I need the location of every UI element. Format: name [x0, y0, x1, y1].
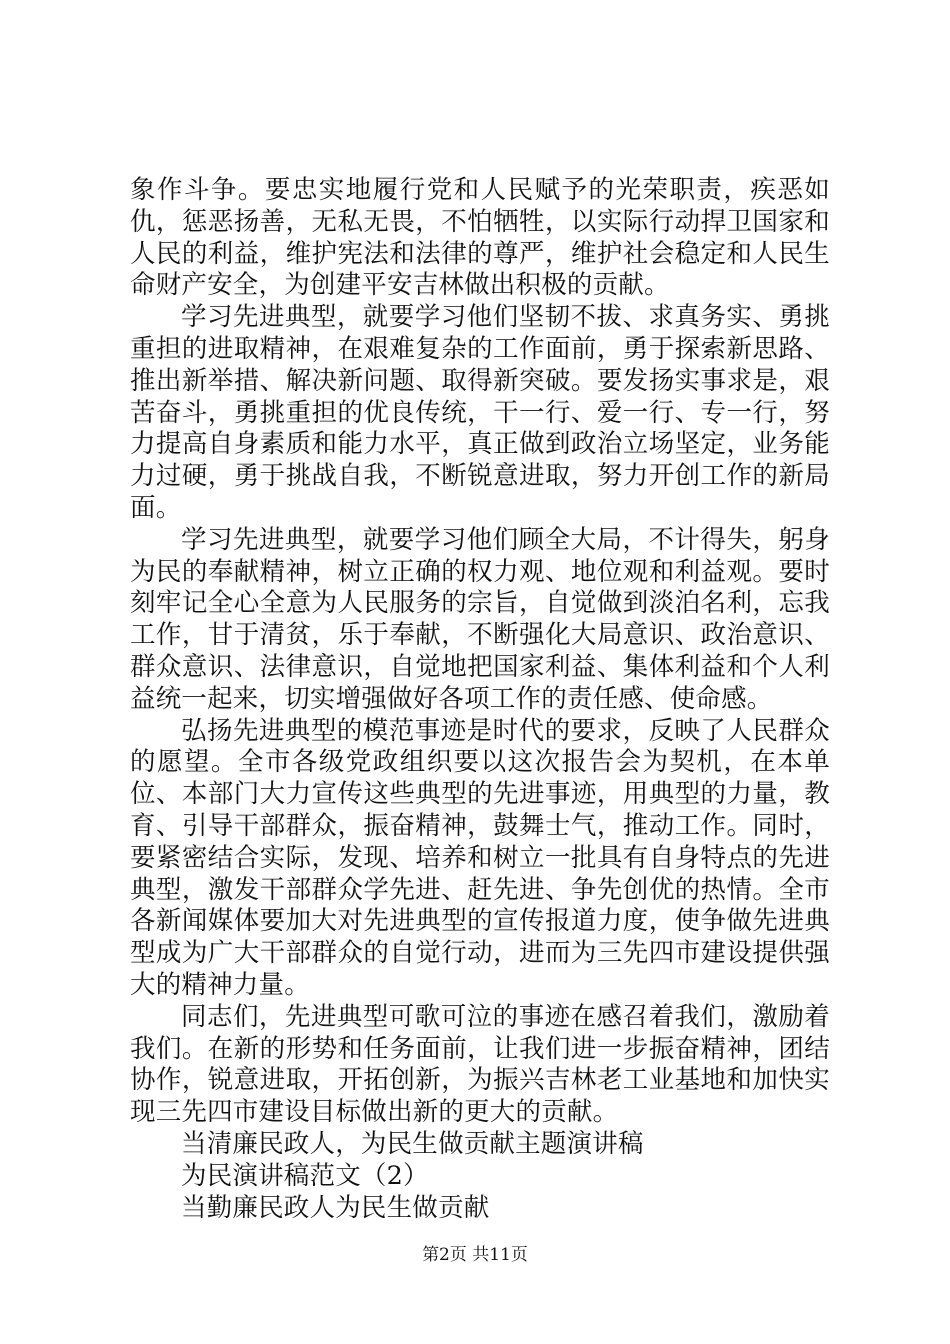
heading-line-1: 当清廉民政人，为民生做贡献主题演讲稿 — [181, 1128, 644, 1159]
page-footer — [0, 1244, 950, 1266]
heading-line-2: 为民演讲稿范文（2） — [181, 1160, 429, 1191]
paragraph-5: 同志们，先进典型可歌可泣的事迹在感召着我们，激励着我们。在新的形势和任务面前，让我们进一步振奋精神，团结协作，锐意进取，开拓创新，为振兴吉林老工业基地和加快实现三先四市建设目标做出新的更大的贡献。 — [130, 1001, 830, 1128]
page-indicator: 第2页 共11页 — [422, 1245, 528, 1265]
paragraph-1: 象作斗争。要忠实地履行党和人民赋予的光荣职责，疾恶如仇，惩恶扬善，无私无畏，不怕牺牲，以实际行动捍卫国家和人民的利益，维护宪法和法律的尊严，维护社会稳定和人民生命财产安全，为创建平安吉林做出积极的贡献。 — [130, 175, 830, 301]
heading-line-3: 当勤廉民政人为民生做贡献 — [181, 1192, 490, 1223]
paragraph-2: 学习先进典型，就要学习他们坚韧不拔、求真务实、勇挑重担的进取精神，在艰难复杂的工作面前，勇于探索新思路、推出新举措、解决新问题、取得新突破。要发扬实事求是，艰苦奋斗，勇挑重担的优良传统，干一行、爱一行、专一行，努力提高自身素质和能力水平，真正做到政治立场坚定，业务能力过硬，勇于挑战自我，不断锐意进取，努力开创工作的新局面。 — [130, 302, 830, 523]
paragraph-4: 弘扬先进典型的模范事迹是时代的要求，反映了人民群众的愿望。全市各级党政组织要以这次报告会为契机，在本单位、本部门大力宣传这些典型的先进事迹，用典型的力量，教育、引导干部群众，振奋精神，鼓舞士气，推动工作。同时，要紧密结合实际，发现、培养和树立一批具有自身特点的先进典型，激发干部群众学先进、赶先进、争先创优的热情。全市各新闻媒体要加大对先进典型的宣传报道力度，使争做先进典型成为广大干部群众的自觉行动，进而为三先四市建设提供强大的精神力量。 — [130, 715, 830, 1000]
paragraph-3: 学习先进典型，就要学习他们顾全大局，不计得失，躬身为民的奉献精神，树立正确的权力观、地位观和利益观。要时刻牢记全心全意为人民服务的宗旨，自觉做到淡泊名利，忘我工作，甘于清贫，乐于奉献，不断强化大局意识、政治意识、群众意识、法律意识，自觉地把国家利益、集体利益和个人利益统一起来，切实增强做好各项工作的责任感、使命感。 — [130, 524, 830, 714]
document-body — [130, 175, 830, 1224]
